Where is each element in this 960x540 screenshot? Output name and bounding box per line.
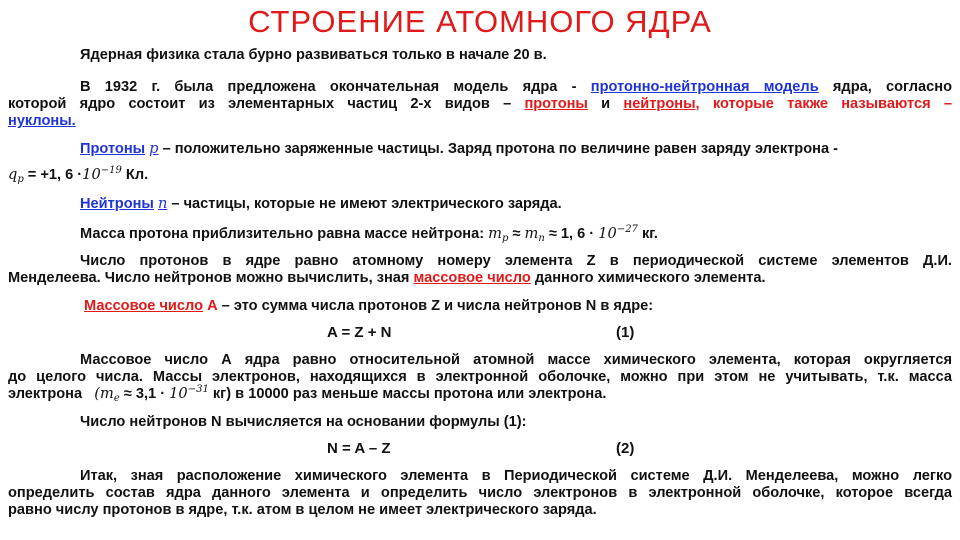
text: Масса протона приблизительно равна массе нейтрона: bbox=[80, 226, 489, 242]
formula-2-number: (2) bbox=[616, 440, 635, 457]
text: ядра, согласно bbox=[818, 79, 953, 95]
charge-subscript: p bbox=[17, 174, 24, 185]
text: электрона bbox=[8, 386, 83, 402]
link-proton-neutron-model[interactable]: протонно-нейтронная модель bbox=[590, 79, 819, 95]
mass-value: ≈ 1, 6 · bbox=[544, 226, 599, 242]
electron-mass-value: ≈ 3,1 · bbox=[119, 386, 170, 402]
text: которой ядро состоит из элементарных частиц 2-х видов – bbox=[8, 96, 525, 112]
formula-1-number: (1) bbox=[616, 324, 635, 341]
paragraph-model-line2 bbox=[8, 95, 952, 113]
text: и bbox=[587, 96, 624, 112]
text: – частицы, которые не имеют электрического заряда. bbox=[167, 196, 562, 212]
proton-charge-formula bbox=[8, 166, 148, 184]
charge-unit: Кл. bbox=[121, 167, 149, 183]
paragraph-electron-mass-line1: Массовое число А ядра равно относительной атомной массе химического элемента, которая округляется bbox=[80, 352, 952, 368]
page-title: СТРОЕНИЕ АТОМНОГО ЯДРА bbox=[248, 4, 712, 39]
paragraph-mass bbox=[80, 225, 658, 243]
electron-mass-exponent: −31 bbox=[187, 384, 209, 395]
link-neutrons-term[interactable]: Нейтроны bbox=[80, 196, 154, 212]
paragraph-mass-number-def bbox=[84, 297, 653, 315]
link-protons[interactable]: протоны bbox=[524, 96, 588, 112]
paragraph-electron-mass-line2: до целого числа. Массы электронов, находящихся в электронной оболочке, можно при этом не учитывать, т.к. масса bbox=[8, 369, 952, 385]
mass-proton-subscript: p bbox=[501, 233, 509, 244]
paragraph-protons bbox=[80, 140, 838, 158]
paragraph-model-line1 bbox=[80, 78, 952, 96]
mass-base: 10 bbox=[598, 225, 617, 242]
text: – это сумма числа протонов Z и числа нейтронов N в ядре: bbox=[217, 298, 654, 314]
paragraph-conclusion-line1: Итак, зная расположение химического элемента в Периодической системе Д.И. Менделеева, можно легко bbox=[80, 468, 952, 484]
link-nucleons[interactable]: нуклоны. bbox=[8, 113, 76, 129]
formula-1: A = Z + N bbox=[327, 324, 392, 341]
paragraph-electron-mass-line3 bbox=[8, 385, 606, 403]
paragraph-conclusion-line3: равно числу протонов в ядре, т.к. атом в целом не имеет электрического заряда. bbox=[8, 502, 597, 518]
mass-neutron-subscript: n bbox=[538, 233, 545, 244]
text-also-called: , которые также называются – bbox=[695, 96, 952, 112]
text: кг) в 10000 раз меньше массы протона или электрона. bbox=[208, 386, 607, 402]
link-mass-number-term[interactable]: Массовое число bbox=[84, 298, 204, 314]
approx-sign: ≈ bbox=[508, 226, 525, 242]
paragraph-proton-count-line2 bbox=[8, 269, 766, 287]
paragraph-model-line3 bbox=[8, 112, 76, 130]
mass-neutron-symbol: m bbox=[524, 225, 539, 242]
text: Менделеева. Число нейтронов можно вычислить, зная bbox=[8, 270, 414, 286]
paragraph-neutron-count: Число нейтронов N вычисляется на основании формулы (1): bbox=[80, 414, 527, 430]
electron-mass-symbol: m bbox=[99, 385, 114, 402]
paren-open: ( bbox=[94, 385, 100, 402]
paragraph-intro: Ядерная физика стала бурно развиваться только в начале 20 в. bbox=[80, 47, 547, 63]
electron-mass-subscript: e bbox=[113, 393, 120, 404]
paragraph-conclusion-line2: определить состав ядра данного элемента и определить число электронов в электронной оболочке, которое всегда bbox=[8, 485, 952, 501]
proton-symbol: p bbox=[149, 140, 159, 157]
charge-base: 10 bbox=[82, 166, 101, 183]
text: – положительно заряженные частицы. Заряд протона по величине равен заряду электрона - bbox=[158, 141, 838, 157]
electron-mass-base: 10 bbox=[169, 385, 188, 402]
mass-unit: кг. bbox=[637, 226, 658, 242]
mass-number-symbol: А bbox=[203, 298, 218, 314]
link-mass-number[interactable]: массовое число bbox=[413, 270, 531, 286]
paragraph-neutrons bbox=[80, 195, 562, 213]
formula-2: N = A – Z bbox=[327, 440, 391, 457]
link-protons-term[interactable]: Протоны bbox=[80, 141, 146, 157]
charge-symbol: q bbox=[8, 166, 18, 183]
link-neutrons[interactable]: нейтроны bbox=[623, 96, 696, 112]
mass-proton-symbol: m bbox=[488, 225, 502, 242]
text: данного химического элемента. bbox=[530, 270, 766, 286]
text: В 1932 г. была предложена окончательная модель ядра - bbox=[80, 79, 591, 95]
charge-exponent: −19 bbox=[100, 165, 122, 176]
paragraph-proton-count-line1: Число протонов в ядре равно атомному номеру элемента Z в периодической системе элементов Д.И. bbox=[80, 253, 952, 269]
neutron-symbol: n bbox=[157, 195, 168, 212]
charge-value: = +1, 6 · bbox=[23, 167, 83, 183]
mass-exponent: −27 bbox=[616, 224, 638, 235]
